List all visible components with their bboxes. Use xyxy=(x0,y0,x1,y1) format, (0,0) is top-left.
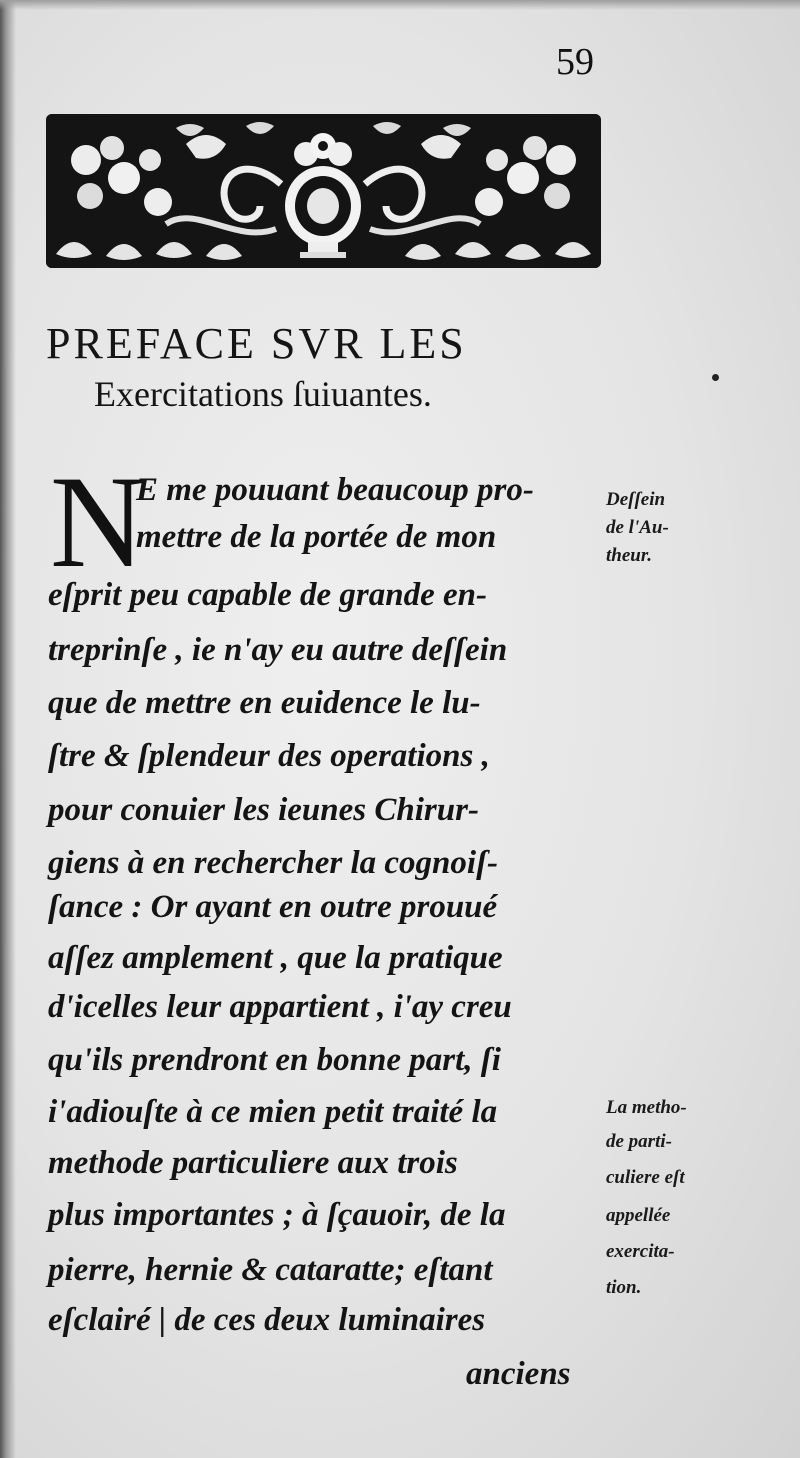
text-line: que de mettre en euidence le lu- xyxy=(48,685,481,721)
page-shadow-left xyxy=(0,0,16,1458)
text-line: methode particuliere aux trois xyxy=(48,1145,458,1181)
catchword: anciens xyxy=(466,1356,571,1392)
chapter-subtitle: Exercitations ſuiuantes. xyxy=(94,374,432,414)
margin-note-line: Deſſein xyxy=(606,489,666,510)
text-line: giens à en rechercher la cognoiſ- xyxy=(48,845,499,881)
margin-note-line: de parti- xyxy=(606,1131,672,1152)
text-line: pour conuier les ieunes Chirur- xyxy=(48,792,479,828)
text-line: treprinſe , ie n'ay eu autre deſſein xyxy=(48,632,508,668)
text-line: E me pouuant beaucoup pro- xyxy=(136,472,534,508)
margin-note-line: culiere eſt xyxy=(606,1167,685,1188)
margin-note-line: appellée xyxy=(606,1205,671,1226)
text-line: ſance : Or ayant en outre prouué xyxy=(48,889,498,925)
text-line: eſprit peu capable de grande en- xyxy=(48,577,488,613)
margin-note-line: La metho- xyxy=(606,1097,687,1118)
chapter-title: PREFACE SVR LES xyxy=(46,319,467,368)
page-number: 59 xyxy=(556,41,594,83)
margin-note-line: exercita- xyxy=(606,1241,675,1262)
text-line: plus importantes ; à ſçauoir, de la xyxy=(48,1197,506,1233)
margin-note-line: theur. xyxy=(606,545,652,566)
margin-note-line: tion. xyxy=(606,1277,642,1298)
ornamental-headpiece-icon xyxy=(46,114,601,268)
text-line: eſclairé | de ces deux luminaires xyxy=(48,1302,486,1338)
text-line: aſſez amplement , que la pratique xyxy=(48,940,503,976)
text-line: ſtre & ſplendeur des operations , xyxy=(48,738,490,774)
text-line: i'adiouſte à ce mien petit traité la xyxy=(48,1094,498,1130)
drop-cap: N xyxy=(50,448,146,595)
text-line: d'icelles leur appartient , i'ay creu xyxy=(48,989,512,1025)
text-line: pierre, hernie & cataratte; eſtant xyxy=(48,1252,493,1288)
text-line: qu'ils prendront en bonne part, ſi xyxy=(48,1042,501,1078)
ink-speck-icon xyxy=(712,374,719,381)
margin-note-line: de l'Au- xyxy=(606,517,669,538)
text-line: mettre de la portée de mon xyxy=(136,519,497,555)
page-shadow-top xyxy=(0,0,800,10)
